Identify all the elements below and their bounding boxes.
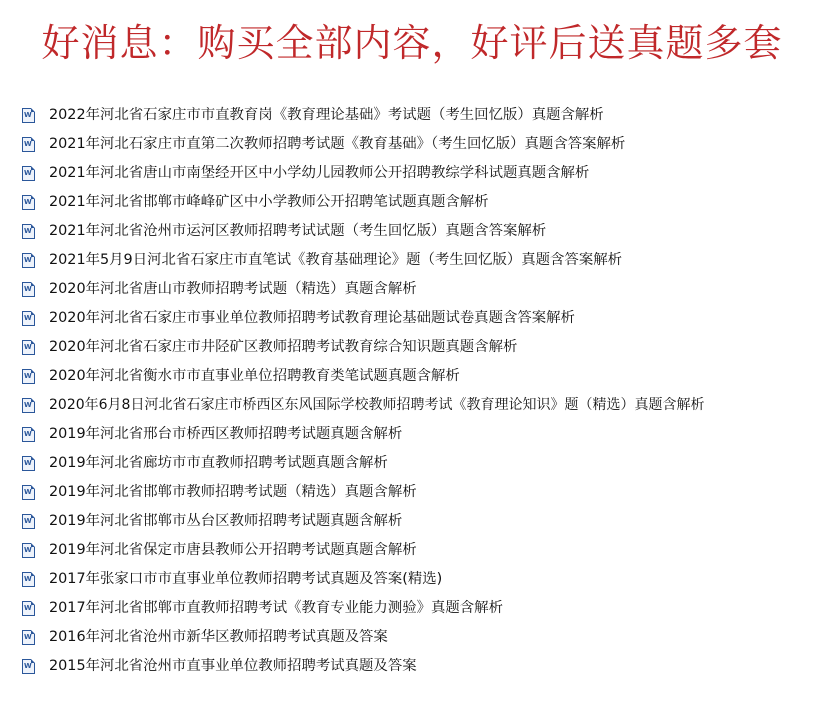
file-name: 2019年河北省廊坊市市直教师招聘考试题真题含解析 [49,455,388,471]
file-row[interactable] [22,362,822,391]
file-row[interactable] [22,420,822,449]
cropped-edge [0,684,824,716]
word-document-icon: W [22,137,35,152]
file-row[interactable] [22,652,822,681]
file-row[interactable] [22,623,822,652]
file-row[interactable] [22,478,822,507]
word-document-icon: W [22,601,35,616]
word-document-icon: W [22,369,35,384]
word-document-icon: W [22,340,35,355]
file-name: 2020年河北省衡水市市直事业单位招聘教育类笔试题真题含解析 [49,368,460,384]
file-row[interactable] [22,217,822,246]
file-row[interactable] [22,594,822,623]
file-name: 2020年河北省唐山市教师招聘考试题（精选）真题含解析 [49,281,417,297]
file-name: 2021年河北省唐山市南堡经开区中小学幼儿园教师公开招聘教综学科试题真题含解析 [49,165,590,181]
word-document-icon: W [22,514,35,529]
word-document-icon: W [22,427,35,442]
file-row[interactable] [22,333,822,362]
file-name: 2016年河北省沧州市新华区教师招聘考试真题及答案 [49,629,388,645]
file-row[interactable] [22,391,822,420]
file-name: 2019年河北省邢台市桥西区教师招聘考试题真题含解析 [49,426,403,442]
file-row[interactable] [22,188,822,217]
file-name: 2019年河北省邯郸市丛台区教师招聘考试题真题含解析 [49,513,403,529]
file-row[interactable] [22,565,822,594]
word-document-icon: W [22,224,35,239]
file-name: 2019年河北省邯郸市教师招聘考试题（精选）真题含解析 [49,484,417,500]
file-name: 2015年河北省沧州市直事业单位教师招聘考试真题及答案 [49,658,417,674]
file-row[interactable] [22,130,822,159]
file-list [22,101,822,687]
word-document-icon: W [22,398,35,413]
promo-banner-title: 好消息：购买全部内容，好评后送真题多套 [41,21,783,65]
word-document-icon: W [22,659,35,674]
file-row[interactable] [22,536,822,565]
word-document-icon: W [22,456,35,471]
file-name: 2017年河北省邯郸市直教师招聘考试《教育专业能力测验》真题含解析 [49,600,503,616]
file-row[interactable] [22,246,822,275]
file-row[interactable] [22,507,822,536]
file-name: 2021年河北石家庄市直第二次教师招聘考试题《教育基础》（考生回忆版）真题含答案解析 [49,136,626,152]
file-name: 2022年河北省石家庄市市直教育岗《教育理论基础》考试题（考生回忆版）真题含解析 [49,107,604,123]
file-row[interactable] [22,275,822,304]
file-name: 2021年5月9日河北省石家庄市直笔试《教育基础理论》题（考生回忆版）真题含答案解析 [49,252,622,268]
file-name: 2019年河北省保定市唐县教师公开招聘考试题真题含解析 [49,542,417,558]
word-document-icon: W [22,630,35,645]
word-document-icon: W [22,572,35,587]
file-name: 2017年张家口市市直事业单位教师招聘考试真题及答案(精选) [49,571,443,587]
file-row[interactable] [22,101,822,130]
file-name: 2021年河北省沧州市运河区教师招聘考试试题（考生回忆版）真题含答案解析 [49,223,547,239]
file-row[interactable] [22,304,822,333]
word-document-icon: W [22,311,35,326]
file-name: 2020年6月8日河北省石家庄市桥西区东风国际学校教师招聘考试《教育理论知识》题（精选）真题含解析 [49,397,705,413]
file-row[interactable] [22,159,822,188]
file-row[interactable] [22,449,822,478]
word-document-icon: W [22,166,35,181]
file-name: 2020年河北省石家庄市井陉矿区教师招聘考试教育综合知识题真题含解析 [49,339,518,355]
file-name: 2021年河北省邯郸市峰峰矿区中小学教师公开招聘笔试题真题含解析 [49,194,489,210]
word-document-icon: W [22,543,35,558]
word-document-icon: W [22,253,35,268]
word-document-icon: W [22,282,35,297]
word-document-icon: W [22,485,35,500]
file-name: 2020年河北省石家庄市事业单位教师招聘考试教育理论基础题试卷真题含答案解析 [49,310,575,326]
word-document-icon: W [22,195,35,210]
word-document-icon: W [22,108,35,123]
